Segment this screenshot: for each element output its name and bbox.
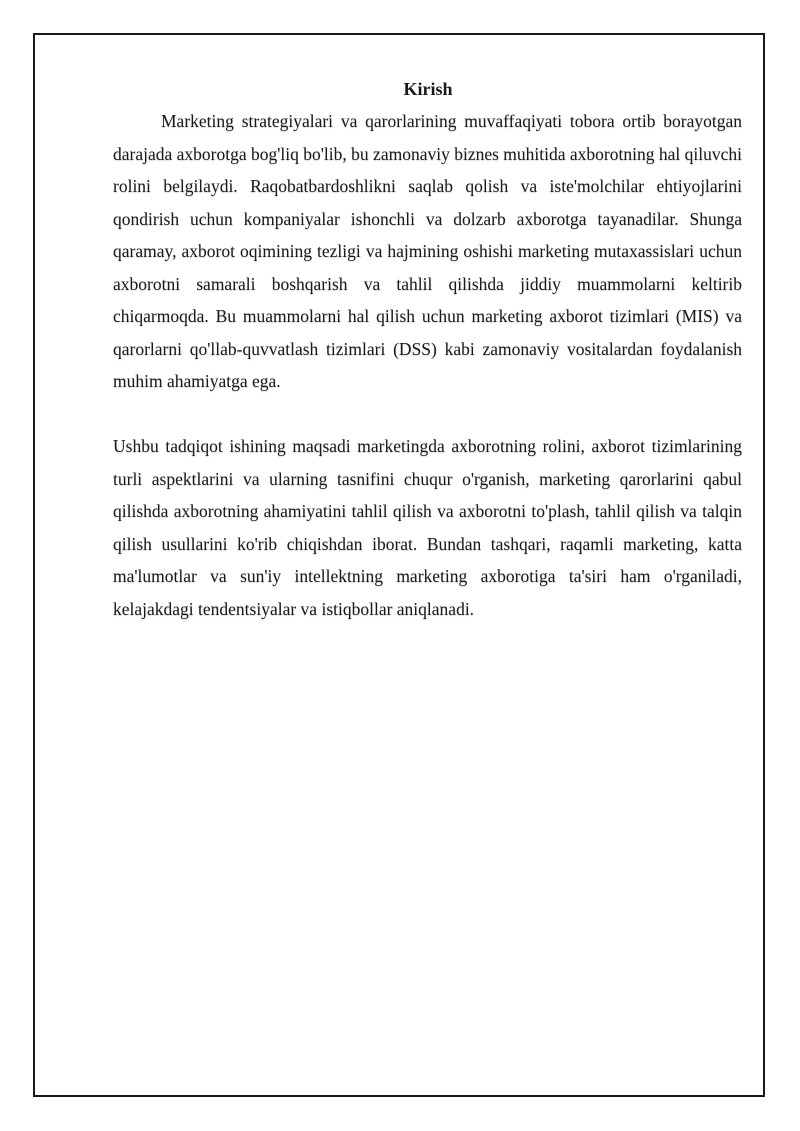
paragraph-spacer <box>113 398 742 431</box>
document-title: Kirish <box>403 79 453 99</box>
document-body <box>113 76 742 625</box>
paragraph-1: Marketing strategiyalari va qarorlarining muvaffaqiyati tobora ortib borayotgan darajada axborotga bog'liq bo'lib, bu zamonaviy biznes muhitida axborotning hal qiluvchi rolini belgilaydi. Raqobatbardoshlikni saqlab qolish va iste'molchilar ehtiyojlarini qondirish uchun kompaniyalar ishonchli va dolzarb axborotga tayanadilar. Shunga qaramay, axborot oqimining tezligi va hajmining oshishi marketing mutaxassislari uchun axborotni samarali boshqarish va tahlil qilishda jiddiy muammolarni keltirib chiqarmoqda. Bu muammolarni hal qilish uchun marketing axborot tizimlari (MIS) va qarorlarni qo'llab-quvvatlash tizimlari (DSS) kabi zamonaviy vositalardan foydalanish muhim ahamiyatga ega. <box>113 111 742 391</box>
paragraph-2: Ushbu tadqiqot ishining maqsadi marketingda axborotning rolini, axborot tizimlarining turli aspektlarini va ularning tasnifini chuqur o'rganish, marketing qarorlarini qabul qilishda axborotning ahamiyatini tahlil qilish va axborotni to'plash, tahlil qilish va talqin qilish usullarini ko'rib chiqishdan iborat. Bundan tashqari, raqamli marketing, katta ma'lumotlar va sun'iy intellektning marketing axborotiga ta'siri ham o'rganiladi, kelajakdagi tendentsiyalar va istiqbollar aniqlanadi. <box>113 436 742 619</box>
